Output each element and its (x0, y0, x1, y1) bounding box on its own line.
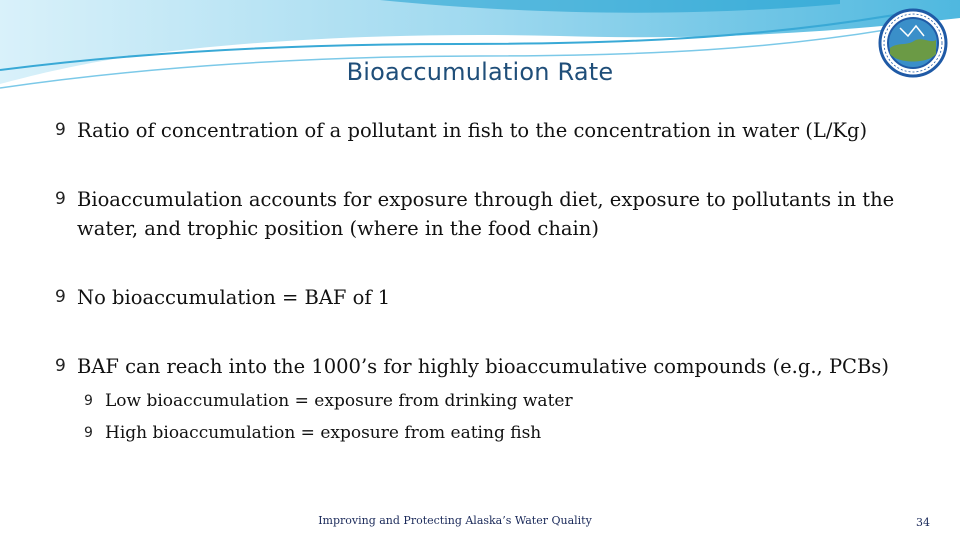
sub-bullet-item (82, 385, 922, 417)
bullet-text: BAF can reach into the 1000’s for highly bioaccumulative compounds (e.g., PCBs) (77, 355, 889, 378)
bullet-text: Bioaccumulation accounts for exposure through diet, exposure to pollutants in the water, and trophic position (where in the food chain) (77, 188, 895, 240)
check-bullet-icon: 9 (55, 356, 66, 376)
sub-bullet-text: High bioaccumulation = exposure from eating fish (105, 423, 542, 443)
bullet-item (52, 116, 922, 145)
check-bullet-icon: 9 (84, 393, 93, 409)
page-number: 34 (916, 516, 930, 529)
check-bullet-icon: 9 (55, 120, 66, 140)
check-bullet-icon: 9 (84, 425, 93, 441)
bullet-item (52, 185, 922, 243)
sub-bullet-item (82, 417, 922, 449)
bullet-item (52, 283, 922, 312)
bullet-text: Ratio of concentration of a pollutant in fish to the concentration in water (L/Kg) (77, 119, 868, 142)
footer-text: Improving and Protecting Alaska’s Water Quality (318, 514, 592, 527)
bullet-text: No bioaccumulation = BAF of 1 (77, 286, 391, 309)
check-bullet-icon: 9 (55, 287, 66, 307)
sub-bullet-list (82, 385, 922, 449)
bullet-list (52, 116, 922, 449)
slide-title: Bioaccumulation Rate (346, 58, 614, 86)
check-bullet-icon: 9 (55, 189, 66, 209)
bullet-item (52, 352, 922, 381)
sub-bullet-text: Low bioaccumulation = exposure from drinking water (105, 391, 573, 411)
